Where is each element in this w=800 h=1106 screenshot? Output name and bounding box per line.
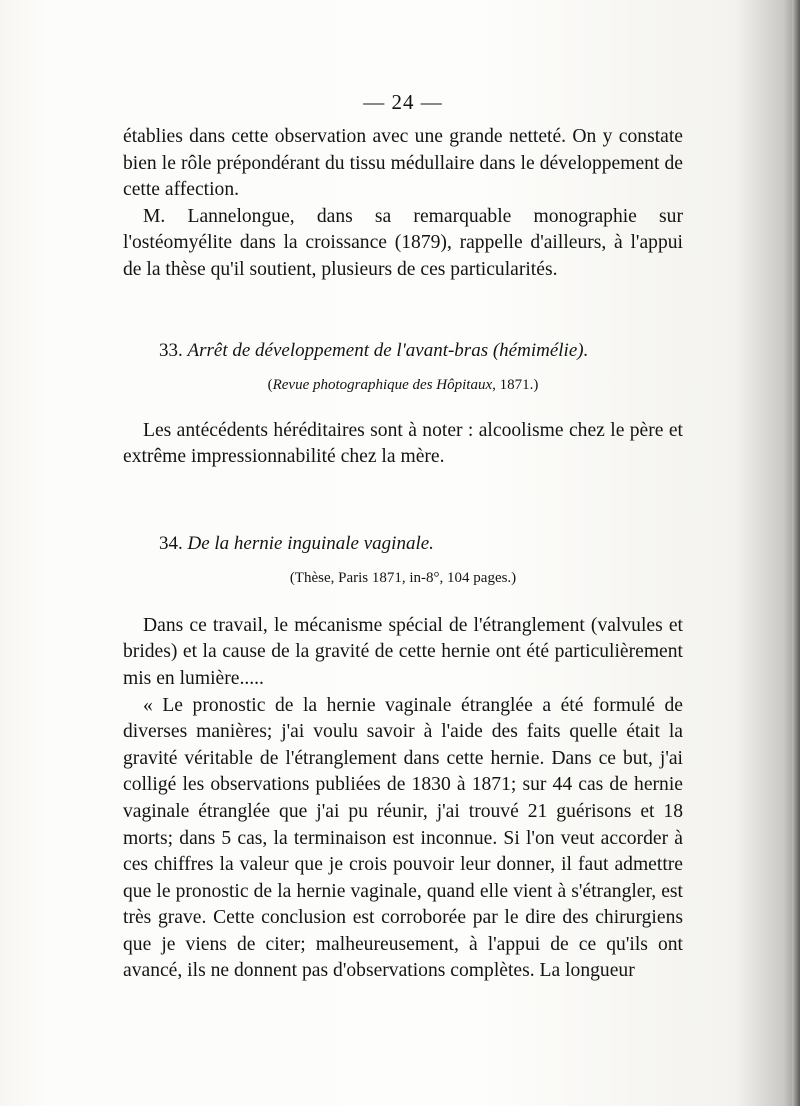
article-33-source-journal: Revue photographique des Hôpitaux — [272, 376, 493, 393]
article-33-title: Arrêt de développement de l'avant-bras — [187, 339, 489, 361]
article-34-heading — [123, 531, 683, 557]
article-34-number: 34. — [159, 532, 183, 554]
article-33-heading — [123, 338, 683, 364]
page-number: — 24 — — [363, 90, 443, 114]
article-34-paragraph-2: « Le pronostic de la hernie vaginale étranglée a été formulé de diverses manières; j'ai voulu savoir à l'aide des faits quelle était la gravité véritable de l'étranglement dans cette hernie. Dans ce but, j'ai colligé les observations publiées de 1830 à 1871; sur 44 cas de hernie vaginale étranglée que j'ai pu réunir, j'ai trouvé 21 guérisons et 18 morts; dans 5 cas, la terminaison est inconnue. Si l'on veut accorder à ces chiffres la valeur que je crois pouvoir leur donner, il faut admettre que le pronostic de la hernie vaginale, quand elle vient à s'étrangler, est très grave. Cette conclusion est corroborée par le dire des chirurgiens que je viens de citer; malheureusement, à l'appui de ce qu'ils ont avancé, ils ne donnent pas d'observations complètes. La longueur — [123, 694, 683, 982]
article-33-title-paren: (hémimélie). — [492, 339, 589, 361]
article-33-source-rest: , 1871.) — [492, 376, 539, 393]
article-34-title: De la hernie inguinale vaginale. — [187, 532, 434, 554]
article-33-paragraph-1: Les antécédents héréditaires sont à noter : alcoolisme chez le père et extrême impressionnabilité chez la mère. — [123, 419, 683, 468]
article-33-source — [123, 374, 683, 396]
intro-paragraph-2: M. Lannelongue, dans sa remarquable monographie sur l'ostéomyélite dans la croissance (1879), rappelle d'ailleurs, à l'appui de la thèse qu'il soutient, plusieurs de ces particularités. — [123, 205, 683, 280]
text-column — [123, 84, 683, 985]
article-33-source-open: ( — [267, 376, 273, 393]
intro-paragraph-1: établies dans cette observation avec une grande netteté. On y constate bien le rôle prépondérant du tissu médullaire dans le développement de cette affection. — [123, 126, 683, 201]
page-edge-shadow — [792, 0, 800, 1106]
article-34-paragraph-1: Dans ce travail, le mécanisme spécial de l'étranglement (valvules et brides) et la cause de la gravité de cette hernie ont été particulièrement mis en lumière..... — [123, 614, 683, 689]
article-34-source: (Thèse, Paris 1871, in-8°, 104 pages.) — [289, 569, 517, 586]
article-33-number: 33. — [159, 339, 183, 361]
